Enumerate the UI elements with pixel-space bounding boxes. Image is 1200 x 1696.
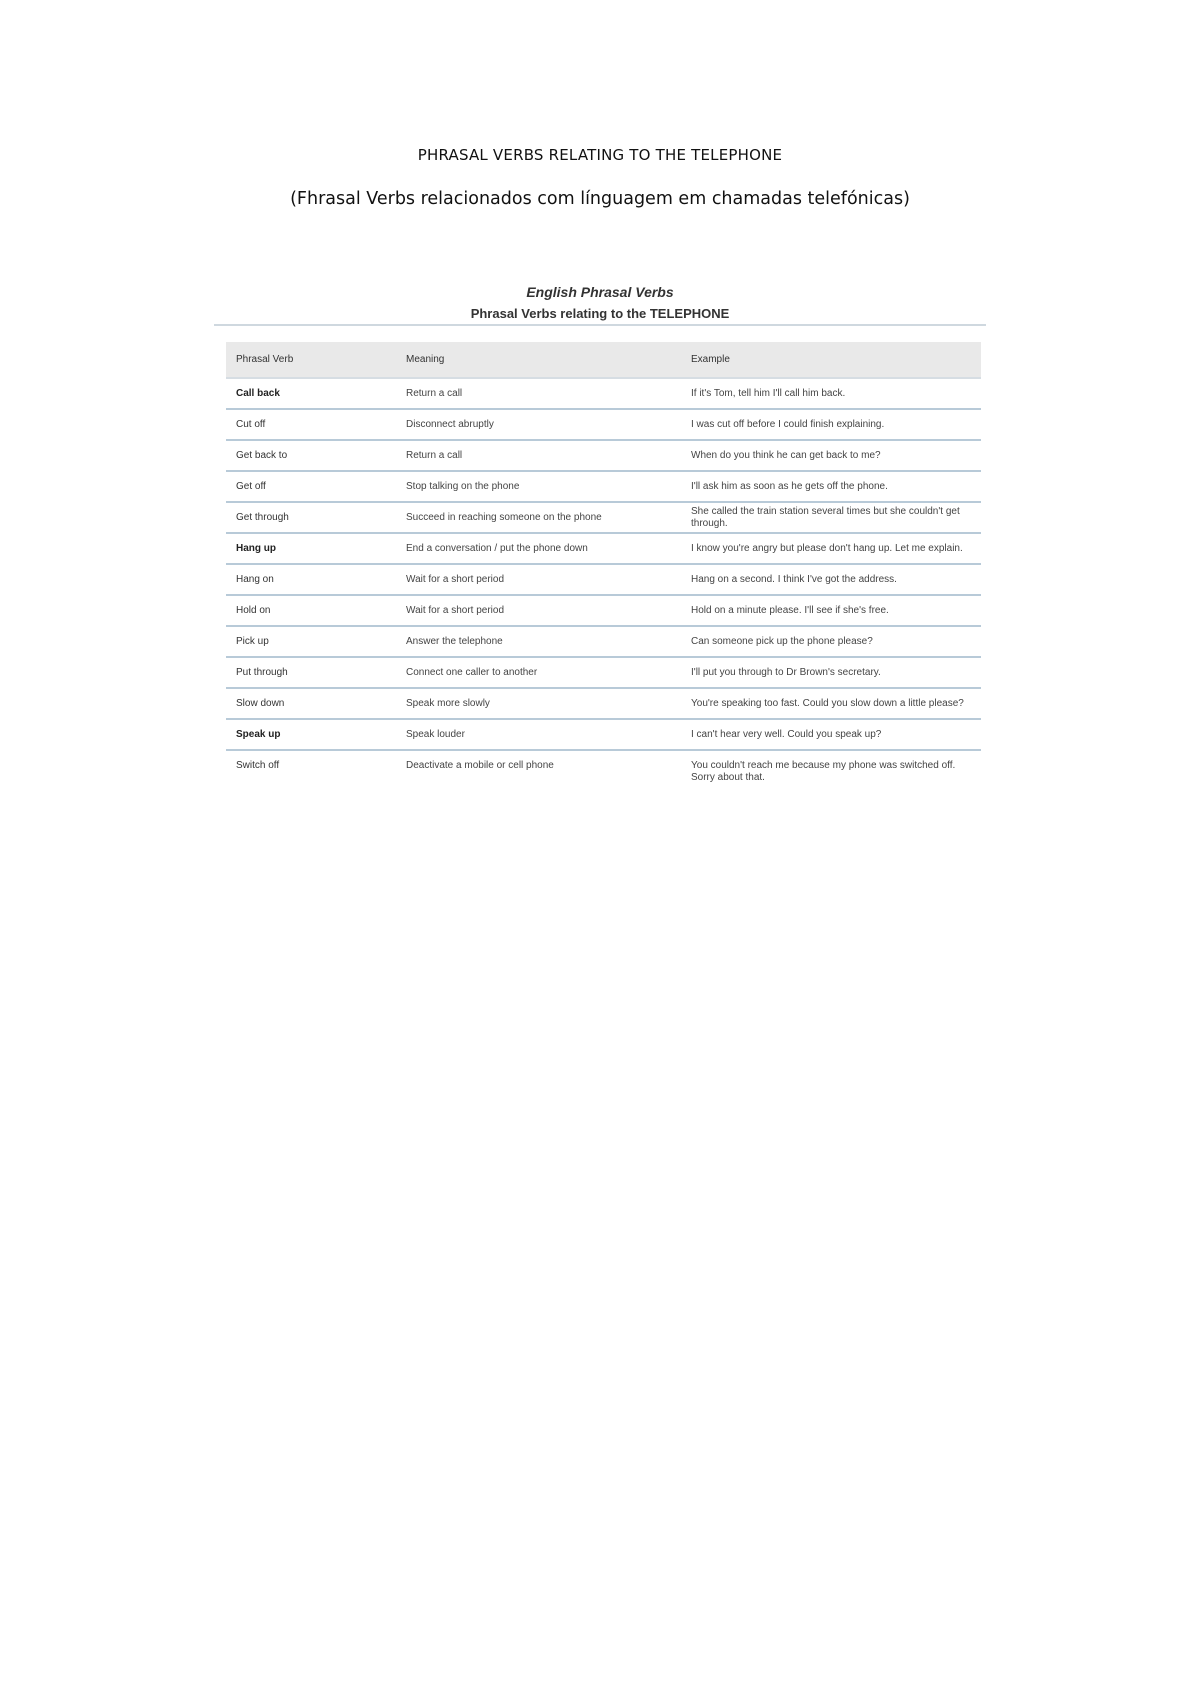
figure-title: English Phrasal Verbs (526, 284, 674, 300)
table-row (226, 595, 981, 626)
example-cell: I was cut off before I could finish explaining. (681, 409, 981, 440)
table-row (226, 378, 981, 409)
meaning-cell: Succeed in reaching someone on the phone (396, 502, 681, 533)
meaning-cell: Return a call (396, 378, 681, 409)
table-row (226, 719, 981, 750)
meaning-cell: Wait for a short period (396, 595, 681, 626)
example-cell: Hold on a minute please. I'll see if she's free. (681, 595, 981, 626)
meaning-cell: Deactivate a mobile or cell phone (406, 760, 554, 771)
verb-cell: Hang up (226, 533, 396, 564)
verb-cell: Call back (226, 378, 396, 409)
table-row (226, 502, 981, 533)
example-cell: Hang on a second. I think I've got the address. (681, 564, 981, 595)
table-row (226, 657, 981, 688)
table-row (226, 626, 981, 657)
verb-cell: Hold on (226, 595, 396, 626)
verb-cell: Speak up (226, 719, 396, 750)
table-row (226, 440, 981, 471)
figure-divider (214, 324, 986, 326)
figure-subtitle: Phrasal Verbs relating to the TELEPHONE (470, 306, 730, 321)
verb-cell: Get off (226, 471, 396, 502)
meaning-cell: Disconnect abruptly (396, 409, 681, 440)
meaning-cell: Return a call (396, 440, 681, 471)
page-title: PHRASAL VERBS RELATING TO THE TELEPHONE (417, 146, 783, 164)
meaning-cell: Stop talking on the phone (396, 471, 681, 502)
table-row (226, 533, 981, 564)
verb-cell: Slow down (226, 688, 396, 719)
meaning-cell: Answer the telephone (396, 626, 681, 657)
table-row (226, 471, 981, 502)
table-row (226, 750, 981, 794)
table-row (226, 688, 981, 719)
table-header-row (226, 342, 981, 378)
example-cell: You're speaking too fast. Could you slow down a little please? (681, 688, 981, 719)
column-header-phrasal-verb: Phrasal Verb (226, 342, 396, 378)
meaning-cell: End a conversation / put the phone down (396, 533, 681, 564)
example-cell: When do you think he can get back to me? (681, 440, 981, 471)
example-cell: I'll put you through to Dr Brown's secretary. (681, 657, 981, 688)
table-row (226, 409, 981, 440)
meaning-cell: Speak louder (396, 719, 681, 750)
verb-cell: Hang on (226, 564, 396, 595)
phrasal-verbs-figure (214, 275, 986, 785)
verb-cell: Cut off (226, 409, 396, 440)
table-row (226, 564, 981, 595)
example-cell: I can't hear very well. Could you speak up? (681, 719, 981, 750)
column-header-meaning: Meaning (396, 342, 681, 378)
example-cell: You couldn't reach me because my phone was switched off. Sorry about that. (691, 760, 956, 783)
verb-cell: Pick up (226, 626, 396, 657)
column-header-example: Example (681, 342, 981, 378)
meaning-cell: Speak more slowly (396, 688, 681, 719)
page-subtitle: (Fhrasal Verbs relacionados com línguagem em chamadas telefónicas) (290, 189, 910, 209)
example-cell: She called the train station several times but she couldn't get through. (681, 502, 981, 533)
verb-cell: Get through (226, 502, 396, 533)
phrasal-verbs-table (226, 342, 981, 794)
meaning-cell: Connect one caller to another (396, 657, 681, 688)
example-cell: Can someone pick up the phone please? (681, 626, 981, 657)
example-cell: I'll ask him as soon as he gets off the phone. (681, 471, 981, 502)
verb-cell: Switch off (236, 760, 280, 771)
verb-cell: Put through (226, 657, 396, 688)
meaning-cell: Wait for a short period (396, 564, 681, 595)
verb-cell: Get back to (226, 440, 396, 471)
example-cell: I know you're angry but please don't hang up. Let me explain. (681, 533, 981, 564)
example-cell: If it's Tom, tell him I'll call him back. (681, 378, 981, 409)
